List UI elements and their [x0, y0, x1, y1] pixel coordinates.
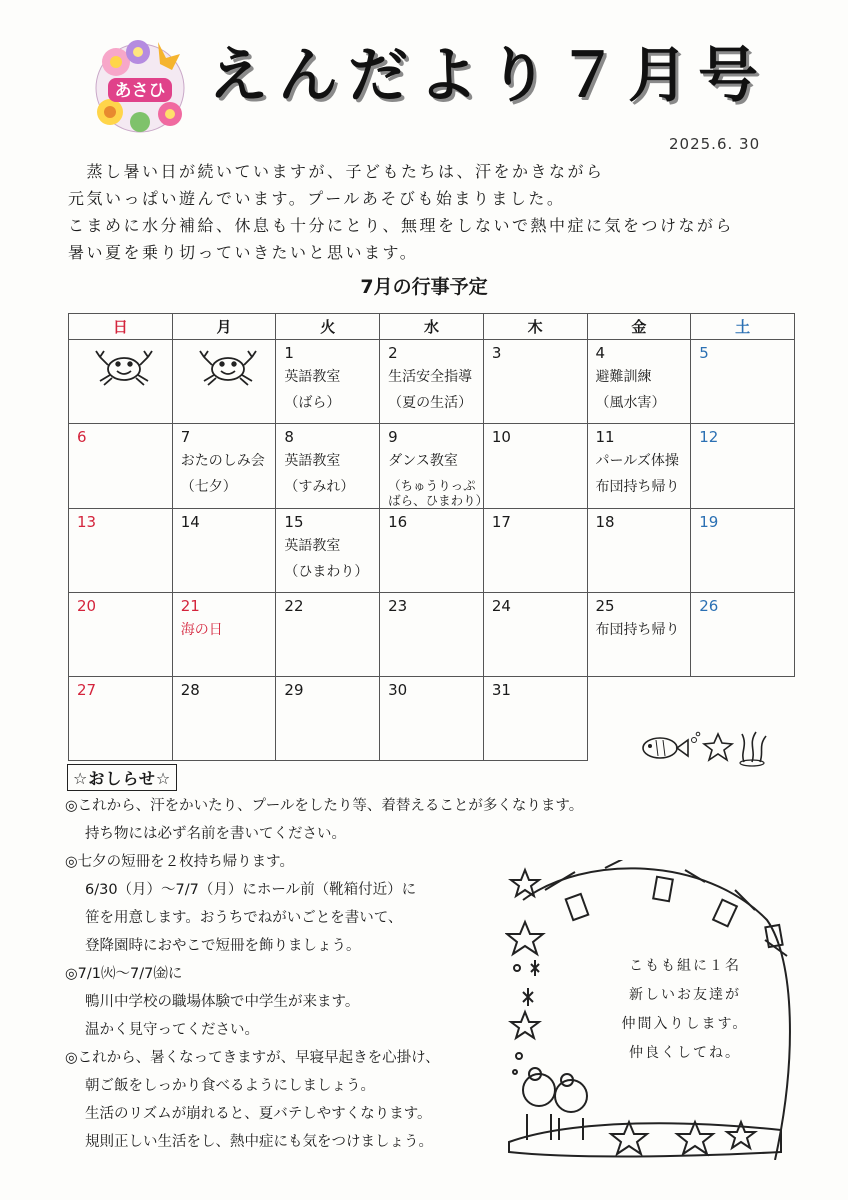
calendar-week-row: [69, 424, 795, 509]
day-number: 10: [491, 428, 511, 446]
day-number: 4: [595, 344, 606, 362]
sea-creatures-icon: [636, 728, 772, 768]
event-text: 海の日: [180, 622, 223, 638]
day-number: 12: [699, 428, 719, 446]
calendar-day-cell: [380, 424, 489, 509]
day-number: 30: [388, 681, 408, 699]
event-text: （すみれ）: [284, 479, 355, 495]
calendar-day-cell: [691, 593, 795, 677]
calendar-day-cell: [276, 424, 380, 509]
notice-line: 笹を用意します。おうちでねがいごとを書いて、: [85, 910, 403, 926]
calendar-day-cell: [69, 424, 173, 509]
calendar-day-cell: [691, 509, 795, 593]
calendar-day-cell: [691, 424, 795, 509]
day-number: 17: [491, 513, 511, 531]
calendar-day-cell: [276, 677, 380, 761]
day-number: 26: [699, 597, 719, 615]
calendar-day-cell: [276, 509, 380, 593]
event-text: おたのしみ会: [180, 453, 265, 469]
event-subtext: （ちゅうりっぷ: [388, 478, 476, 493]
day-number: 16: [388, 513, 408, 531]
day-number: 14: [180, 513, 200, 531]
day-number: 25: [595, 597, 615, 615]
intro-paragraph: [68, 158, 788, 266]
weekday-monday: 月: [172, 314, 276, 340]
event-calendar: [68, 313, 795, 761]
calendar-day-cell: [380, 677, 484, 761]
day-number: 24: [491, 597, 511, 615]
calendar-week-row: [69, 509, 795, 593]
weekday-friday: 金: [587, 314, 691, 340]
calendar-day-cell: [172, 424, 276, 509]
issue-date: 2025.6. 30: [669, 135, 761, 153]
calendar-day-cell: [380, 340, 484, 424]
day-number: 18: [595, 513, 615, 531]
calendar-week-row: [69, 593, 795, 677]
page-title: えんだより７月号: [208, 41, 768, 111]
message-line: 仲間入りします。: [621, 1016, 749, 1032]
notice-line: ◎これから、汗をかいたり、プールをしたり等、着替えることが多くなります。: [65, 798, 584, 814]
day-number: 27: [77, 681, 97, 699]
notice-line: ◎7/1㈫～7/7㈮に: [65, 966, 183, 982]
calendar-day-cell: [69, 509, 173, 593]
notice-line: 生活のリズムが崩れると、夏バテしやすくなります。: [85, 1106, 432, 1122]
event-text: 英語教室: [284, 538, 341, 554]
event-text: 布団持ち帰り: [595, 622, 680, 638]
notice-line: 6/30（月）～7/7（月）にホール前（靴箱付近）に: [85, 882, 417, 898]
day-number: 11: [595, 428, 615, 446]
day-number: 9: [388, 428, 398, 446]
calendar-day-cell: [587, 340, 691, 424]
event-text: 英語教室: [284, 369, 341, 385]
intro-line: こまめに水分補給、休息も十分にとり、無理をしないで熱中症に気をつけながら: [68, 216, 735, 235]
message-line: こもも組に１名: [629, 958, 741, 974]
day-number: 1: [284, 344, 294, 362]
notice-line: 規則正しい生活をし、熱中症にも気をつけましょう。: [85, 1134, 433, 1150]
event-text: 布団持ち帰り: [595, 479, 680, 495]
calendar-day-cell: [483, 677, 587, 761]
logo-text: あさひ: [114, 81, 166, 101]
calendar-day-cell: [172, 677, 276, 761]
day-number: 2: [388, 344, 398, 362]
intro-line: 蒸し暑い日が続いていますが、子どもたちは、汗をかきながら: [68, 162, 605, 181]
notice-line: ◎七夕の短冊を２枚持ち帰ります。: [65, 854, 294, 870]
calendar-day-cell: [587, 593, 691, 677]
weekday-header-row: [69, 314, 795, 340]
calendar-day-cell: [483, 593, 587, 677]
calendar-day-cell: [691, 340, 795, 424]
new-friend-message: [585, 952, 785, 1068]
calendar-day-cell: [69, 593, 173, 677]
day-number: 6: [77, 428, 87, 446]
crab-cell: [69, 340, 173, 424]
intro-line: 暑い夏を乗り切っていきたいと思います。: [68, 243, 419, 262]
event-text: （ばら）: [284, 395, 341, 411]
event-text: （ひまわり）: [284, 564, 369, 580]
day-number: 21: [180, 597, 200, 615]
weekday-tuesday: 火: [276, 314, 380, 340]
day-number: 22: [284, 597, 304, 615]
calendar-day-cell: [380, 593, 484, 677]
calendar-day-cell: [276, 340, 380, 424]
day-number: 19: [699, 513, 719, 531]
event-text: （七夕）: [180, 479, 237, 495]
message-line: 仲良くしてね。: [629, 1045, 741, 1061]
intro-line: 元気いっぱい遊んでいます。プールあそびも始まりました。: [68, 189, 566, 208]
calendar-week-row: [69, 340, 795, 424]
calendar-day-cell: [483, 509, 587, 593]
day-number: 13: [77, 513, 97, 531]
notice-line: 鴨川中学校の職場体験で中学生が来ます。: [85, 994, 360, 1010]
calendar-title: 7月の行事予定: [360, 276, 488, 298]
event-text: 英語教室: [284, 453, 341, 469]
calendar-day-cell: [172, 593, 276, 677]
notice-line: 持ち物には必ず名前を書いてください。: [85, 826, 346, 842]
notice-line: 登降園時におやこで短冊を飾りましょう。: [85, 938, 361, 954]
event-text: パールズ体操: [595, 453, 679, 469]
crab-icon: [196, 343, 260, 387]
event-text: 生活安全指導: [388, 369, 473, 385]
notice-heading: ☆おしらせ☆: [67, 764, 177, 791]
message-line: 新しいお友達が: [629, 987, 741, 1003]
day-number: 29: [284, 681, 304, 699]
day-number: 20: [77, 597, 97, 615]
event-text: （風水害）: [595, 395, 666, 411]
day-number: 3: [491, 344, 502, 362]
event-text: （夏の生活）: [388, 395, 473, 411]
day-number: 7: [180, 428, 191, 446]
day-number: 8: [284, 428, 294, 446]
crab-cell: [172, 340, 276, 424]
day-number: 31: [491, 681, 511, 699]
day-number: 28: [180, 681, 200, 699]
calendar-day-cell: [69, 677, 173, 761]
day-number: 15: [284, 513, 304, 531]
weekday-sunday: 日: [69, 314, 173, 340]
calendar-day-cell: [172, 509, 276, 593]
weekday-thursday: 木: [483, 314, 587, 340]
calendar-day-cell: [276, 593, 380, 677]
event-subtext: ばら、ひまわり）: [388, 493, 489, 508]
calendar-day-cell: [587, 509, 691, 593]
calendar-day-cell: [483, 340, 587, 424]
flower-sun-logo-icon: [88, 34, 192, 138]
event-text: 避難訓練: [595, 369, 652, 385]
event-text: ダンス教室: [388, 453, 458, 469]
notice-line: 温かく見守ってください。: [85, 1022, 259, 1038]
weekday-wednesday: 水: [380, 314, 484, 340]
notice-line: 朝ご飯をしっかり食べるようにしましょう。: [85, 1078, 375, 1094]
weekday-saturday: 土: [691, 314, 795, 340]
calendar-day-cell: [380, 509, 484, 593]
day-number: 5: [699, 344, 709, 362]
calendar-day-cell: [587, 424, 691, 509]
day-number: 23: [388, 597, 408, 615]
notice-line: ◎これから、暑くなってきますが、早寝早起きを心掛け、: [65, 1050, 440, 1066]
calendar-day-cell: [483, 424, 587, 509]
crab-icon: [92, 343, 156, 387]
